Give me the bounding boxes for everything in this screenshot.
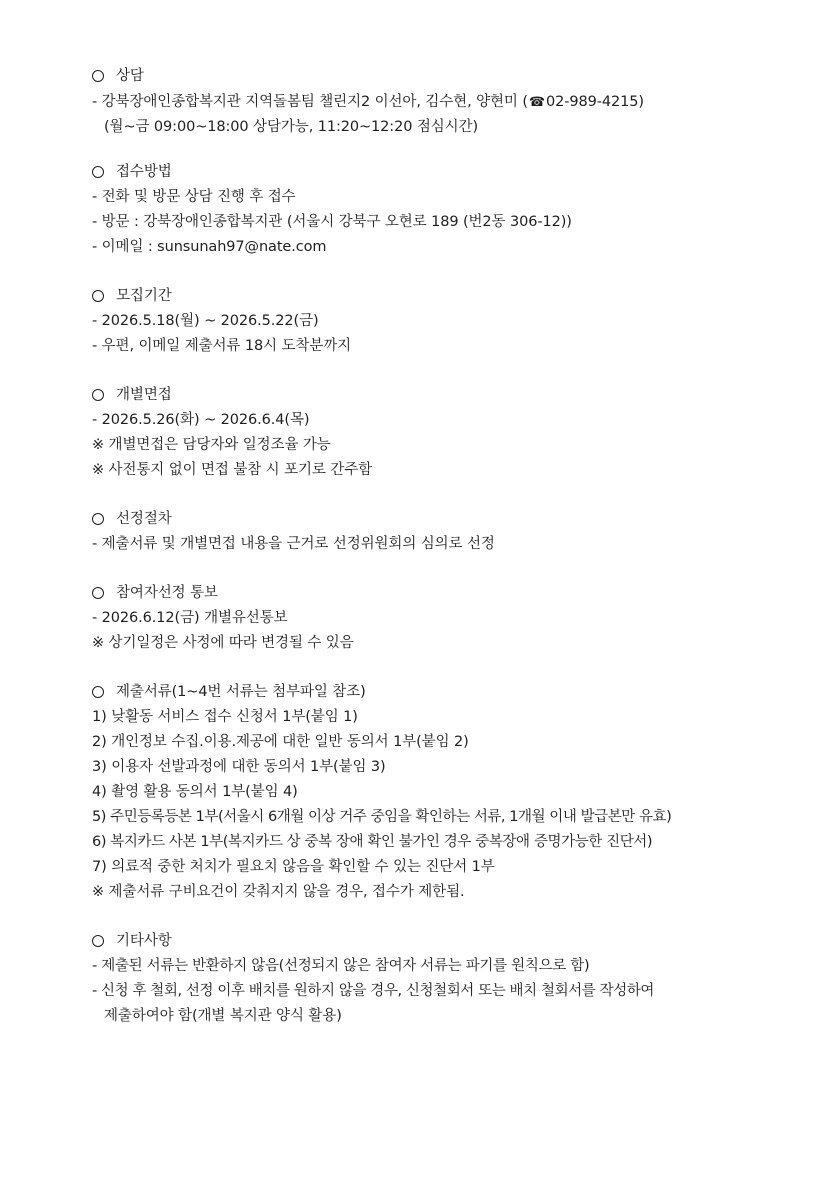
consultation-contact-line: - 강북장애인종합복지관 지역돌봄팀 챌린지2 이선아, 김수현, 양현미 (☎02-989-4215) [92,94,644,110]
section-title-application-method: 접수방법 [92,162,172,182]
selection-process-line: - 제출서류 및 개별면접 내용을 근거로 선정위원회의 심의로 선정 [92,536,495,552]
application-method-line: - 전화 및 방문 상담 진행 후 접수 [92,189,296,205]
selection-notice-date-line: - 2026.6.12(금) 개별유선통보 [92,610,288,626]
circle-bullet-icon [92,290,104,302]
application-email-line: - 이메일 : sunsunah97@nate.com [92,239,327,255]
document-item: 1) 낮활동 서비스 접수 신청서 1부(붙임 1) [92,709,358,725]
document-item: 2) 개인정보 수집.이용.제공에 대한 일반 동의서 1부(붙임 2) [92,734,469,750]
other-return-line: - 제출된 서류는 반환하지 않음(선정되지 않은 참여자 서류는 파기를 원칙으로 함) [92,958,590,974]
recruitment-dates-line: - 2026.5.18(월) ~ 2026.5.22(금) [92,313,319,329]
application-visit-line: - 방문 : 강북장애인종합복지관 (서울시 강북구 오현로 189 (번2동 306-12)) [92,214,572,230]
section-title-documents: 제출서류(1~4번 서류는 첨부파일 참조) [92,682,366,702]
section-title-selection-process: 선정절차 [92,509,172,529]
circle-bullet-icon [92,686,104,698]
documents-requirement-note: ※ 제출서류 구비요건이 갖춰지지 않을 경우, 접수가 제한됨. [92,884,465,900]
section-title-consultation: 상담 [92,66,144,86]
section-title-interview: 개별면접 [92,385,172,405]
interview-absence-note-line: ※ 사전통지 없이 면접 불참 시 포기로 간주함 [92,462,373,478]
circle-bullet-icon [92,935,104,947]
other-withdrawal-line: - 신청 후 철회, 선정 이후 배치를 원하지 않을 경우, 신청철회서 또는 배치 철회서를 작성하여 [92,983,655,999]
interview-note-line: ※ 개별면접은 담당자와 일정조율 가능 [92,437,331,453]
consultation-hours-line: (월~금 09:00~18:00 상담가능, 11:20~12:20 점심시간) [104,119,479,135]
document-item: 7) 의료적 중한 처치가 필요치 않음을 확인할 수 있는 진단서 1부 [92,859,495,875]
section-title-selection-notice: 참여자선정 통보 [92,583,218,603]
circle-bullet-icon [92,70,104,82]
section-title-recruitment-period: 모집기간 [92,286,172,306]
other-withdrawal-line-cont: 제출하여야 함(개별 복지관 양식 활용) [104,1008,342,1024]
document-item: 5) 주민등록등본 1부(서울시 6개월 이상 거주 중임을 확인하는 서류, 1개월 이내 발급본만 유효) [92,809,672,825]
interview-dates-line: - 2026.5.26(화) ~ 2026.6.4(목) [92,412,310,428]
phone-icon: ☎ [528,95,545,110]
document-item: 6) 복지카드 사본 1부(복지카드 상 중복 장애 확인 불가인 경우 중복장애 증명가능한 진단서) [92,834,653,850]
circle-bullet-icon [92,513,104,525]
recruitment-deadline-line: - 우편, 이메일 제출서류 18시 도착분까지 [92,338,352,354]
circle-bullet-icon [92,166,104,178]
circle-bullet-icon [92,587,104,599]
document-item: 3) 이용자 선발과정에 대한 동의서 1부(붙임 3) [92,759,386,775]
document-item: 4) 촬영 활용 동의서 1부(붙임 4) [92,784,298,800]
selection-notice-change-line: ※ 상기일정은 사정에 따라 변경될 수 있음 [92,635,354,651]
section-title-other: 기타사항 [92,931,172,951]
circle-bullet-icon [92,389,104,401]
